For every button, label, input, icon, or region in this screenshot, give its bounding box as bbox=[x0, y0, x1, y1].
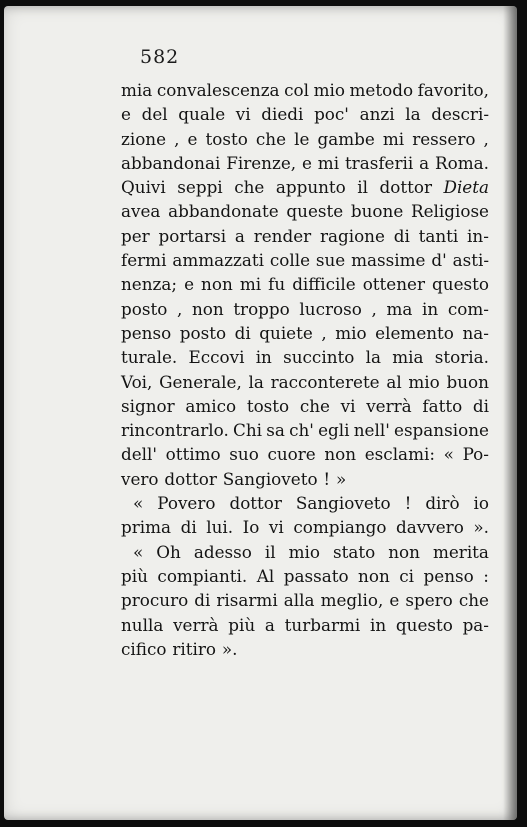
word: penso bbox=[121, 322, 172, 343]
word: ». bbox=[473, 517, 489, 538]
word: la bbox=[365, 347, 381, 368]
word: rincontrarlo. bbox=[121, 420, 229, 441]
word: vi bbox=[340, 395, 356, 416]
word: verrà bbox=[173, 614, 219, 635]
word: sue bbox=[315, 250, 346, 271]
text-line bbox=[121, 467, 489, 491]
word: succinto bbox=[283, 347, 355, 368]
word: « bbox=[443, 444, 454, 465]
word: nulla bbox=[121, 614, 164, 635]
word: questo bbox=[432, 274, 489, 295]
word: del bbox=[141, 104, 168, 125]
word: che bbox=[255, 128, 287, 149]
word: e bbox=[389, 590, 400, 611]
word: , bbox=[174, 128, 180, 149]
word: Dieta bbox=[443, 177, 489, 198]
word: non bbox=[191, 298, 224, 319]
word: suo bbox=[229, 444, 259, 465]
word: Po- bbox=[462, 444, 489, 465]
word: di bbox=[234, 322, 251, 343]
word: buone bbox=[350, 201, 404, 222]
word: ottimo bbox=[165, 444, 221, 465]
word: Chi bbox=[233, 420, 263, 441]
word: procuro bbox=[121, 590, 189, 611]
word: più bbox=[121, 565, 148, 586]
word: questo bbox=[395, 614, 453, 635]
word: Oh bbox=[156, 541, 181, 562]
word: egli bbox=[318, 420, 350, 441]
word: non bbox=[388, 541, 420, 562]
word: mio bbox=[288, 541, 320, 562]
word: e bbox=[187, 128, 198, 149]
word: fermi bbox=[121, 250, 167, 271]
word: Religiose bbox=[410, 201, 489, 222]
page-spine-shadow bbox=[503, 6, 517, 820]
body-text bbox=[121, 78, 489, 661]
word: Sangioveto bbox=[222, 468, 318, 489]
word: meglio, bbox=[320, 590, 384, 611]
word: sa bbox=[266, 420, 285, 441]
word: passato bbox=[283, 565, 349, 586]
word: com- bbox=[447, 298, 489, 319]
word: Al bbox=[256, 565, 275, 586]
word: espansione bbox=[394, 420, 489, 441]
word: ! bbox=[323, 468, 331, 489]
word: ammazzati bbox=[172, 250, 264, 271]
word: turbarmi bbox=[284, 614, 361, 635]
word: descri- bbox=[431, 104, 489, 125]
word: quiete bbox=[259, 322, 313, 343]
word: al bbox=[386, 371, 402, 392]
word: dottor bbox=[229, 493, 282, 514]
word: nenza; bbox=[121, 274, 178, 295]
word: , bbox=[176, 298, 183, 319]
word: fu bbox=[268, 274, 286, 295]
word: « bbox=[133, 541, 144, 562]
word: » bbox=[336, 468, 347, 489]
book-page bbox=[4, 6, 517, 820]
word: il bbox=[357, 177, 369, 198]
word: Io bbox=[242, 517, 260, 538]
word: queste bbox=[286, 201, 344, 222]
word: buon bbox=[446, 371, 489, 392]
word: merita bbox=[432, 541, 489, 562]
word: : bbox=[483, 565, 489, 586]
word: mio bbox=[408, 371, 440, 392]
word: posto bbox=[121, 298, 168, 319]
word: in bbox=[369, 614, 387, 635]
word: fatto bbox=[422, 395, 463, 416]
text-line bbox=[121, 272, 489, 296]
word: troppo bbox=[233, 298, 290, 319]
word: vero bbox=[121, 468, 159, 489]
word: dottor bbox=[164, 468, 217, 489]
word: prima bbox=[121, 517, 172, 538]
word: asti- bbox=[452, 250, 489, 271]
word: io bbox=[473, 493, 489, 514]
text-line bbox=[121, 564, 489, 588]
word: massime bbox=[351, 250, 426, 271]
text-line bbox=[121, 491, 489, 515]
word: alla bbox=[283, 590, 315, 611]
word: di bbox=[180, 517, 197, 538]
word: non bbox=[358, 565, 390, 586]
word: favorito, bbox=[417, 80, 489, 100]
text-line bbox=[121, 102, 489, 126]
text-line bbox=[121, 199, 489, 223]
text-line bbox=[121, 151, 489, 175]
word: zione bbox=[121, 128, 167, 149]
word: racconterete bbox=[270, 371, 380, 392]
word: trasferii bbox=[344, 152, 414, 173]
word: vi bbox=[268, 517, 284, 538]
word: Eccovi bbox=[188, 347, 245, 368]
word: nell' bbox=[353, 420, 390, 441]
word: na- bbox=[462, 322, 489, 343]
word: la bbox=[405, 104, 421, 125]
word: appunto bbox=[275, 177, 346, 198]
word: mio bbox=[313, 80, 345, 100]
word: di bbox=[393, 225, 410, 246]
word: colle bbox=[269, 250, 311, 271]
word: portarsi bbox=[158, 225, 227, 246]
word: in- bbox=[467, 225, 489, 246]
word: non bbox=[324, 444, 357, 465]
word: quale bbox=[178, 104, 226, 125]
word: col bbox=[284, 80, 309, 100]
word: ma bbox=[386, 298, 413, 319]
word: il bbox=[264, 541, 276, 562]
page-number: 582 bbox=[140, 46, 180, 68]
word: non bbox=[201, 274, 233, 295]
word: mia bbox=[392, 347, 424, 368]
text-line bbox=[121, 78, 489, 102]
word: e bbox=[121, 104, 131, 125]
word: che bbox=[299, 395, 330, 416]
text-line bbox=[121, 540, 489, 564]
word: spero bbox=[405, 590, 453, 611]
word: che bbox=[458, 590, 489, 611]
word: penso bbox=[423, 565, 474, 586]
word: Roma. bbox=[434, 152, 489, 173]
text-line bbox=[121, 127, 489, 151]
word: di bbox=[194, 590, 211, 611]
word: tosto bbox=[205, 128, 248, 149]
word: davvero bbox=[396, 517, 464, 538]
text-line bbox=[121, 297, 489, 321]
word: stato bbox=[333, 541, 376, 562]
word: seppi bbox=[177, 177, 223, 198]
text-line bbox=[121, 588, 489, 612]
word: ch' bbox=[289, 420, 314, 441]
word: in bbox=[255, 347, 272, 368]
text-line bbox=[121, 394, 489, 418]
word: storia. bbox=[434, 347, 489, 368]
text-line bbox=[121, 637, 489, 661]
word: per bbox=[121, 225, 150, 246]
word: mi bbox=[239, 274, 262, 295]
word: metodo bbox=[349, 80, 414, 100]
text-line bbox=[121, 321, 489, 345]
word: compiango bbox=[293, 517, 387, 538]
word: mi bbox=[317, 152, 340, 173]
word: ritiro bbox=[172, 638, 216, 659]
text-line bbox=[121, 345, 489, 369]
word: a bbox=[264, 614, 275, 635]
word: e bbox=[184, 274, 195, 295]
word: elemento bbox=[375, 322, 454, 343]
word: mi bbox=[382, 128, 405, 149]
text-line bbox=[121, 515, 489, 539]
word: vi bbox=[235, 104, 251, 125]
word: Generale, bbox=[159, 371, 242, 392]
word: Voi, bbox=[121, 371, 153, 392]
word: di bbox=[472, 395, 489, 416]
word: dottor bbox=[379, 177, 432, 198]
word: risarmi bbox=[216, 590, 278, 611]
text-line bbox=[121, 248, 489, 272]
word: Povero bbox=[157, 493, 216, 514]
word: , bbox=[483, 128, 489, 149]
word: pa- bbox=[462, 614, 489, 635]
text-line bbox=[121, 224, 489, 248]
word: « bbox=[133, 493, 144, 514]
word: ressero bbox=[412, 128, 476, 149]
word: posto bbox=[179, 322, 227, 343]
word: ci bbox=[399, 565, 415, 586]
text-line bbox=[121, 175, 489, 199]
word: avea bbox=[121, 201, 161, 222]
word: ragione bbox=[319, 225, 385, 246]
word: abbandonai bbox=[121, 152, 221, 173]
word: a bbox=[419, 152, 430, 173]
word: abbandonate bbox=[168, 201, 279, 222]
word: poc' bbox=[314, 104, 349, 125]
word: mio bbox=[335, 322, 367, 343]
text-line bbox=[121, 370, 489, 394]
word: verrà bbox=[366, 395, 412, 416]
word: a bbox=[234, 225, 245, 246]
word: tosto bbox=[246, 395, 290, 416]
word: lucroso bbox=[299, 298, 362, 319]
word: esclami: bbox=[364, 444, 435, 465]
word: difficile bbox=[292, 274, 356, 295]
word: adesso bbox=[193, 541, 252, 562]
word: d' bbox=[431, 250, 447, 271]
word: dell' bbox=[121, 444, 158, 465]
text-line bbox=[121, 418, 489, 442]
word: mia bbox=[121, 80, 153, 100]
word: diedi bbox=[261, 104, 304, 125]
text-line bbox=[121, 442, 489, 466]
word: amico bbox=[185, 395, 237, 416]
word: signor bbox=[121, 395, 175, 416]
word: le bbox=[294, 128, 310, 149]
word: cuore bbox=[267, 444, 316, 465]
word: la bbox=[248, 371, 264, 392]
word: ». bbox=[221, 638, 238, 659]
word: Firenze, bbox=[226, 152, 297, 173]
word: render bbox=[253, 225, 312, 246]
word: tanti bbox=[418, 225, 459, 246]
word: convalescenza bbox=[156, 80, 280, 100]
word: e bbox=[301, 152, 312, 173]
word: compianti. bbox=[157, 565, 248, 586]
word: lui. bbox=[206, 517, 234, 538]
word: , bbox=[321, 322, 327, 343]
word: dirò bbox=[425, 493, 460, 514]
text-line bbox=[121, 613, 489, 637]
word: gambe bbox=[317, 128, 375, 149]
word: Quivi bbox=[121, 177, 166, 198]
word: ! bbox=[404, 493, 412, 514]
word: ottener bbox=[362, 274, 425, 295]
word: turale. bbox=[121, 347, 178, 368]
word: , bbox=[371, 298, 377, 319]
word: anzi bbox=[359, 104, 395, 125]
word: cifico bbox=[121, 638, 167, 659]
word: che bbox=[234, 177, 265, 198]
word: più bbox=[228, 614, 256, 635]
word: in bbox=[422, 298, 439, 319]
word: Sangioveto bbox=[295, 493, 391, 514]
